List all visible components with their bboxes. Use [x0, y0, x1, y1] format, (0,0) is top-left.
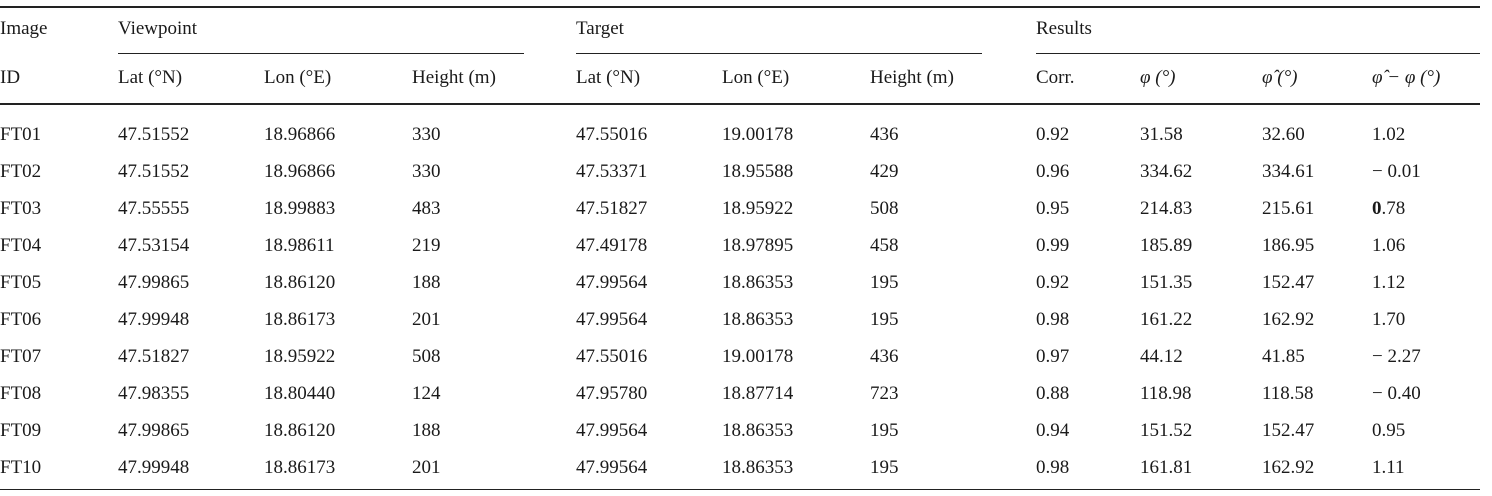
cell-phi-diff: 1.06 — [1372, 235, 1406, 256]
cell-tg-height: 429 — [870, 161, 899, 182]
cell-phi-hat: 162.92 — [1262, 457, 1315, 478]
cell-corr: 0.92 — [1036, 272, 1070, 293]
header-target: Target — [576, 18, 624, 39]
cell-phi-hat: 41.85 — [1262, 346, 1305, 367]
cell-phi: 214.83 — [1140, 198, 1193, 219]
cell-vp-height: 124 — [412, 383, 441, 404]
cell-vp-height: 188 — [412, 420, 441, 441]
cell-tg-lat: 47.55016 — [576, 124, 648, 145]
col-phi: φ (°) — [1140, 67, 1176, 88]
cell-tg-lon: 18.86353 — [722, 272, 794, 293]
target-subrule — [576, 53, 982, 54]
cell-vp-height: 508 — [412, 346, 441, 367]
col-vp-lon: Lon (°E) — [264, 67, 332, 88]
cell-phi: 151.52 — [1140, 420, 1193, 441]
cell-corr: 0.98 — [1036, 309, 1070, 330]
cell-tg-lon: 18.95588 — [722, 161, 794, 182]
cell-tg-lat: 47.99564 — [576, 457, 648, 478]
cell-phi: 185.89 — [1140, 235, 1193, 256]
col-vp-lat: Lat (°N) — [118, 67, 183, 88]
cell-corr: 0.88 — [1036, 383, 1070, 404]
cell-id: FT06 — [0, 309, 42, 330]
cell-corr: 0.95 — [1036, 198, 1070, 219]
cell-vp-height: 483 — [412, 198, 441, 219]
cell-vp-lat: 47.53154 — [118, 235, 190, 256]
cell-tg-lat: 47.55016 — [576, 346, 648, 367]
cell-phi-hat: 152.47 — [1262, 420, 1315, 441]
cell-tg-lat: 47.99564 — [576, 420, 648, 441]
cell-vp-lon: 18.86120 — [264, 272, 336, 293]
col-corr: Corr. — [1036, 67, 1075, 88]
cell-phi-diff: 0.78 — [1372, 198, 1406, 219]
col-tg-height: Height (m) — [870, 67, 954, 88]
cell-vp-height: 188 — [412, 272, 441, 293]
cell-id: FT05 — [0, 272, 42, 293]
viewpoint-subrule — [118, 53, 524, 54]
cell-vp-height: 201 — [412, 309, 441, 330]
cell-phi: 31.58 — [1140, 124, 1183, 145]
cell-vp-lat: 47.51827 — [118, 346, 190, 367]
cell-vp-lon: 18.98611 — [264, 235, 335, 256]
header-image: Image — [0, 18, 48, 39]
cell-id: FT02 — [0, 161, 42, 182]
cell-tg-lon: 18.86353 — [722, 457, 794, 478]
col-tg-lat: Lat (°N) — [576, 67, 641, 88]
cell-tg-lon: 18.97895 — [722, 235, 794, 256]
cell-phi-diff: 0.95 — [1372, 420, 1406, 441]
cell-tg-height: 458 — [870, 235, 899, 256]
cell-vp-lon: 18.95922 — [264, 346, 336, 367]
cell-tg-lon: 18.86353 — [722, 420, 794, 441]
cell-tg-lon: 18.86353 — [722, 309, 794, 330]
table-bottom-rule — [0, 489, 1480, 490]
cell-phi-diff: 1.02 — [1372, 124, 1406, 145]
cell-id: FT03 — [0, 198, 42, 219]
cell-tg-lat: 47.51827 — [576, 198, 648, 219]
cell-phi-diff: 1.12 — [1372, 272, 1406, 293]
cell-corr: 0.99 — [1036, 235, 1070, 256]
cell-vp-lon: 18.96866 — [264, 161, 336, 182]
cell-vp-lat: 47.55555 — [118, 198, 190, 219]
cell-phi: 44.12 — [1140, 346, 1183, 367]
cell-phi: 334.62 — [1140, 161, 1193, 182]
header-results: Results — [1036, 18, 1092, 39]
cell-tg-lon: 19.00178 — [722, 124, 794, 145]
cell-corr: 0.96 — [1036, 161, 1070, 182]
cell-vp-lat: 47.51552 — [118, 124, 190, 145]
cell-tg-height: 195 — [870, 309, 899, 330]
cell-id: FT07 — [0, 346, 42, 367]
cell-vp-height: 330 — [412, 124, 441, 145]
col-phi-diff: φ̂ − φ (°) — [1372, 67, 1441, 88]
cell-vp-height: 219 — [412, 235, 441, 256]
cell-tg-height: 436 — [870, 124, 899, 145]
cell-phi: 161.22 — [1140, 309, 1193, 330]
cell-tg-lat: 47.53371 — [576, 161, 648, 182]
cell-id: FT09 — [0, 420, 42, 441]
cell-tg-height: 723 — [870, 383, 899, 404]
cell-phi-hat: 162.92 — [1262, 309, 1315, 330]
cell-tg-lat: 47.95780 — [576, 383, 648, 404]
cell-vp-lat: 47.99865 — [118, 420, 190, 441]
cell-id: FT01 — [0, 124, 42, 145]
cell-phi-diff: − 0.01 — [1372, 161, 1421, 182]
cell-corr: 0.97 — [1036, 346, 1070, 367]
cell-phi: 151.35 — [1140, 272, 1193, 293]
cell-phi-diff: 1.70 — [1372, 309, 1406, 330]
cell-corr: 0.98 — [1036, 457, 1070, 478]
header-viewpoint: Viewpoint — [118, 18, 198, 39]
cell-vp-lon: 18.80440 — [264, 383, 336, 404]
cell-vp-height: 330 — [412, 161, 441, 182]
table-top-rule — [0, 6, 1480, 8]
cell-phi-hat: 334.61 — [1262, 161, 1315, 182]
results-subrule — [1036, 53, 1480, 54]
cell-vp-height: 201 — [412, 457, 441, 478]
col-id: ID — [0, 67, 21, 88]
cell-tg-lat: 47.99564 — [576, 272, 648, 293]
cell-tg-height: 436 — [870, 346, 899, 367]
cell-phi-hat: 152.47 — [1262, 272, 1315, 293]
cell-phi: 161.81 — [1140, 457, 1193, 478]
cell-vp-lon: 18.99883 — [264, 198, 336, 219]
cell-phi-diff: − 0.40 — [1372, 383, 1421, 404]
cell-id: FT04 — [0, 235, 42, 256]
cell-tg-lon: 18.87714 — [722, 383, 794, 404]
cell-phi-hat: 215.61 — [1262, 198, 1315, 219]
cell-phi-diff: − 2.27 — [1372, 346, 1421, 367]
cell-phi-diff: 1.11 — [1372, 457, 1405, 478]
cell-vp-lat: 47.99865 — [118, 272, 190, 293]
cell-corr: 0.94 — [1036, 420, 1070, 441]
cell-tg-lon: 18.95922 — [722, 198, 794, 219]
col-vp-height: Height (m) — [412, 67, 496, 88]
cell-id: FT08 — [0, 383, 42, 404]
table-header-rule — [0, 103, 1480, 105]
cell-tg-lat: 47.49178 — [576, 235, 648, 256]
col-phi-hat: φ̂ (°) — [1262, 67, 1298, 88]
cell-vp-lat: 47.51552 — [118, 161, 190, 182]
cell-phi-hat: 32.60 — [1262, 124, 1305, 145]
cell-tg-height: 508 — [870, 198, 899, 219]
cell-vp-lat: 47.98355 — [118, 383, 190, 404]
cell-phi-hat: 186.95 — [1262, 235, 1315, 256]
cell-phi: 118.98 — [1140, 383, 1192, 404]
cell-phi-hat: 118.58 — [1262, 383, 1314, 404]
cell-vp-lon: 18.86173 — [264, 457, 336, 478]
cell-vp-lat: 47.99948 — [118, 309, 190, 330]
cell-vp-lat: 47.99948 — [118, 457, 190, 478]
cell-vp-lon: 18.86173 — [264, 309, 336, 330]
cell-tg-height: 195 — [870, 420, 899, 441]
cell-tg-height: 195 — [870, 272, 899, 293]
cell-corr: 0.92 — [1036, 124, 1070, 145]
cell-tg-height: 195 — [870, 457, 899, 478]
cell-id: FT10 — [0, 457, 42, 478]
cell-tg-lat: 47.99564 — [576, 309, 648, 330]
bold-leading-digit: 0 — [1372, 198, 1382, 219]
col-tg-lon: Lon (°E) — [722, 67, 790, 88]
cell-tg-lon: 19.00178 — [722, 346, 794, 367]
cell-vp-lon: 18.86120 — [264, 420, 336, 441]
cell-vp-lon: 18.96866 — [264, 124, 336, 145]
